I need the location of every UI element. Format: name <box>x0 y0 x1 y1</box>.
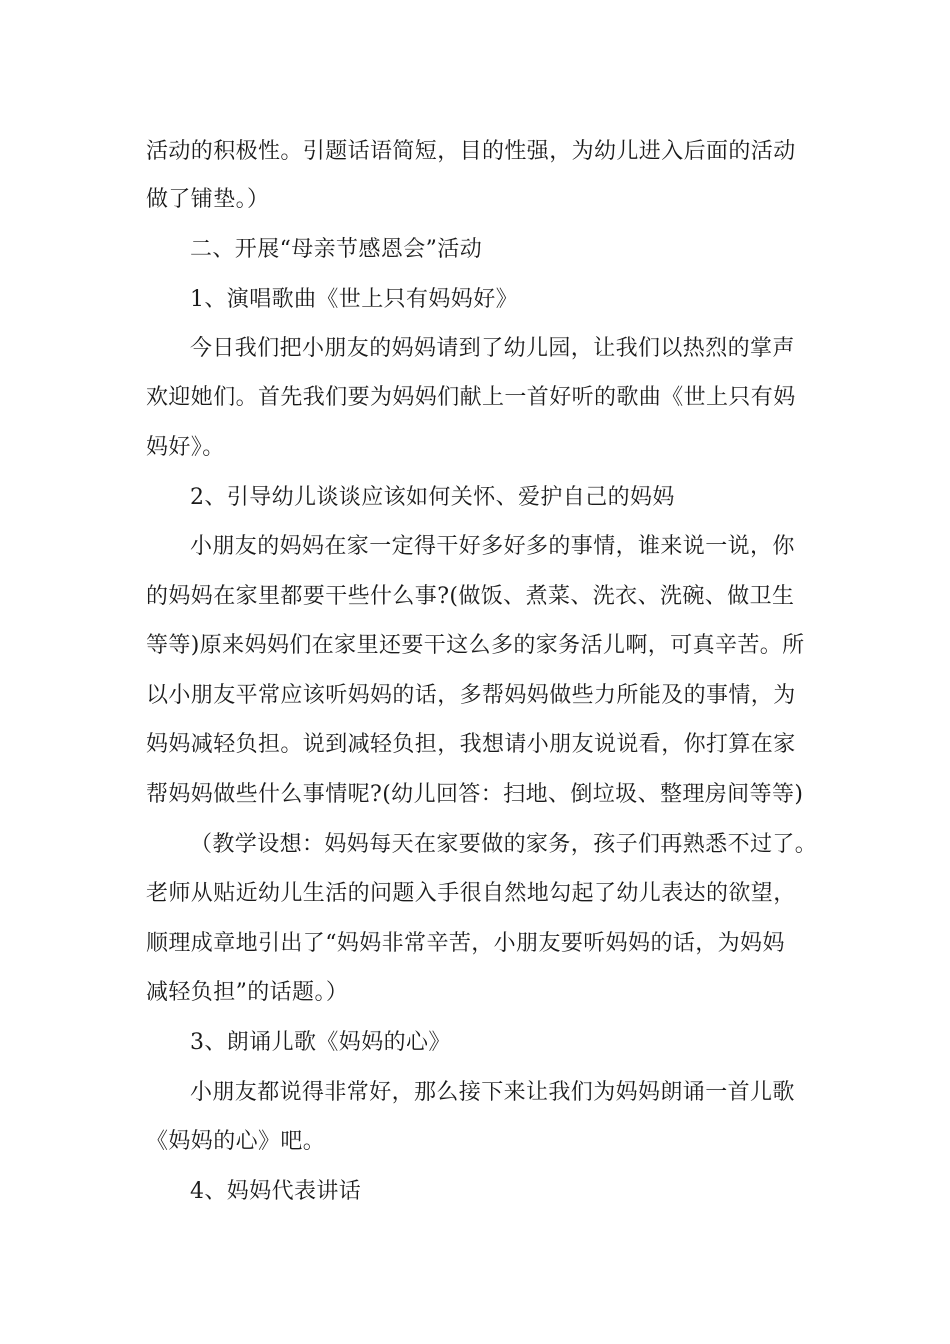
subsection-heading: 2、引导幼儿谈谈应该如何关怀、爱护自己的妈妈 <box>190 485 675 510</box>
text-line: 小朋友的妈妈在家一定得干好多好多的事情，谁来说一说，你 <box>190 534 795 559</box>
text-line: 帮妈妈做些什么事情呢?(幼儿回答：扫地、倒垃圾、整理房间等等) <box>146 782 804 807</box>
text-line: 活动的积极性。引题话语简短，目的性强，为幼儿进入后面的活动 <box>146 139 796 164</box>
text-line: 做了铺垫。） <box>146 187 270 212</box>
text-line: 欢迎她们。首先我们要为妈妈们献上一首好听的歌曲《世上只有妈 <box>146 385 796 410</box>
text-line: 等等)原来妈妈们在家里还要干这么多的家务活儿啊，可真辛苦。所 <box>146 633 805 658</box>
text-line: 顺理成章地引出了“妈妈非常辛苦，小朋友要听妈妈的话，为妈妈 <box>146 931 785 956</box>
subsection-heading: 4、妈妈代表讲话 <box>190 1179 362 1204</box>
subsection-heading: 3、朗诵儿歌《妈妈的心》 <box>190 1030 451 1055</box>
section-heading: 二、开展“母亲节感恩会”活动 <box>190 237 483 262</box>
text-line: 妈好》。 <box>146 435 225 460</box>
text-line: 减轻负担”的话题。） <box>146 980 349 1005</box>
text-line: 妈妈减轻负担。说到减轻负担，我想请小朋友说说看，你打算在家 <box>146 732 796 757</box>
text-line: 小朋友都说得非常好，那么接下来让我们为妈妈朗诵一首儿歌 <box>190 1080 795 1105</box>
text-line: （教学设想：妈妈每天在家要做的家务，孩子们再熟悉不过了。 <box>190 832 818 857</box>
text-line: 老师从贴近幼儿生活的问题入手很自然地勾起了幼儿表达的欲望， <box>146 881 796 906</box>
text-line: 今日我们把小朋友的妈妈请到了幼儿园，让我们以热烈的掌声 <box>190 336 795 361</box>
text-line: 的妈妈在家里都要干些什么事?(做饭、煮菜、洗衣、洗碗、做卫生 <box>146 584 795 609</box>
text-line: 《妈妈的心》吧。 <box>146 1129 326 1154</box>
subsection-heading: 1、演唱歌曲《世上只有妈妈好》 <box>190 287 518 312</box>
text-line: 以小朋友平常应该听妈妈的话，多帮妈妈做些力所能及的事情，为 <box>146 683 796 708</box>
